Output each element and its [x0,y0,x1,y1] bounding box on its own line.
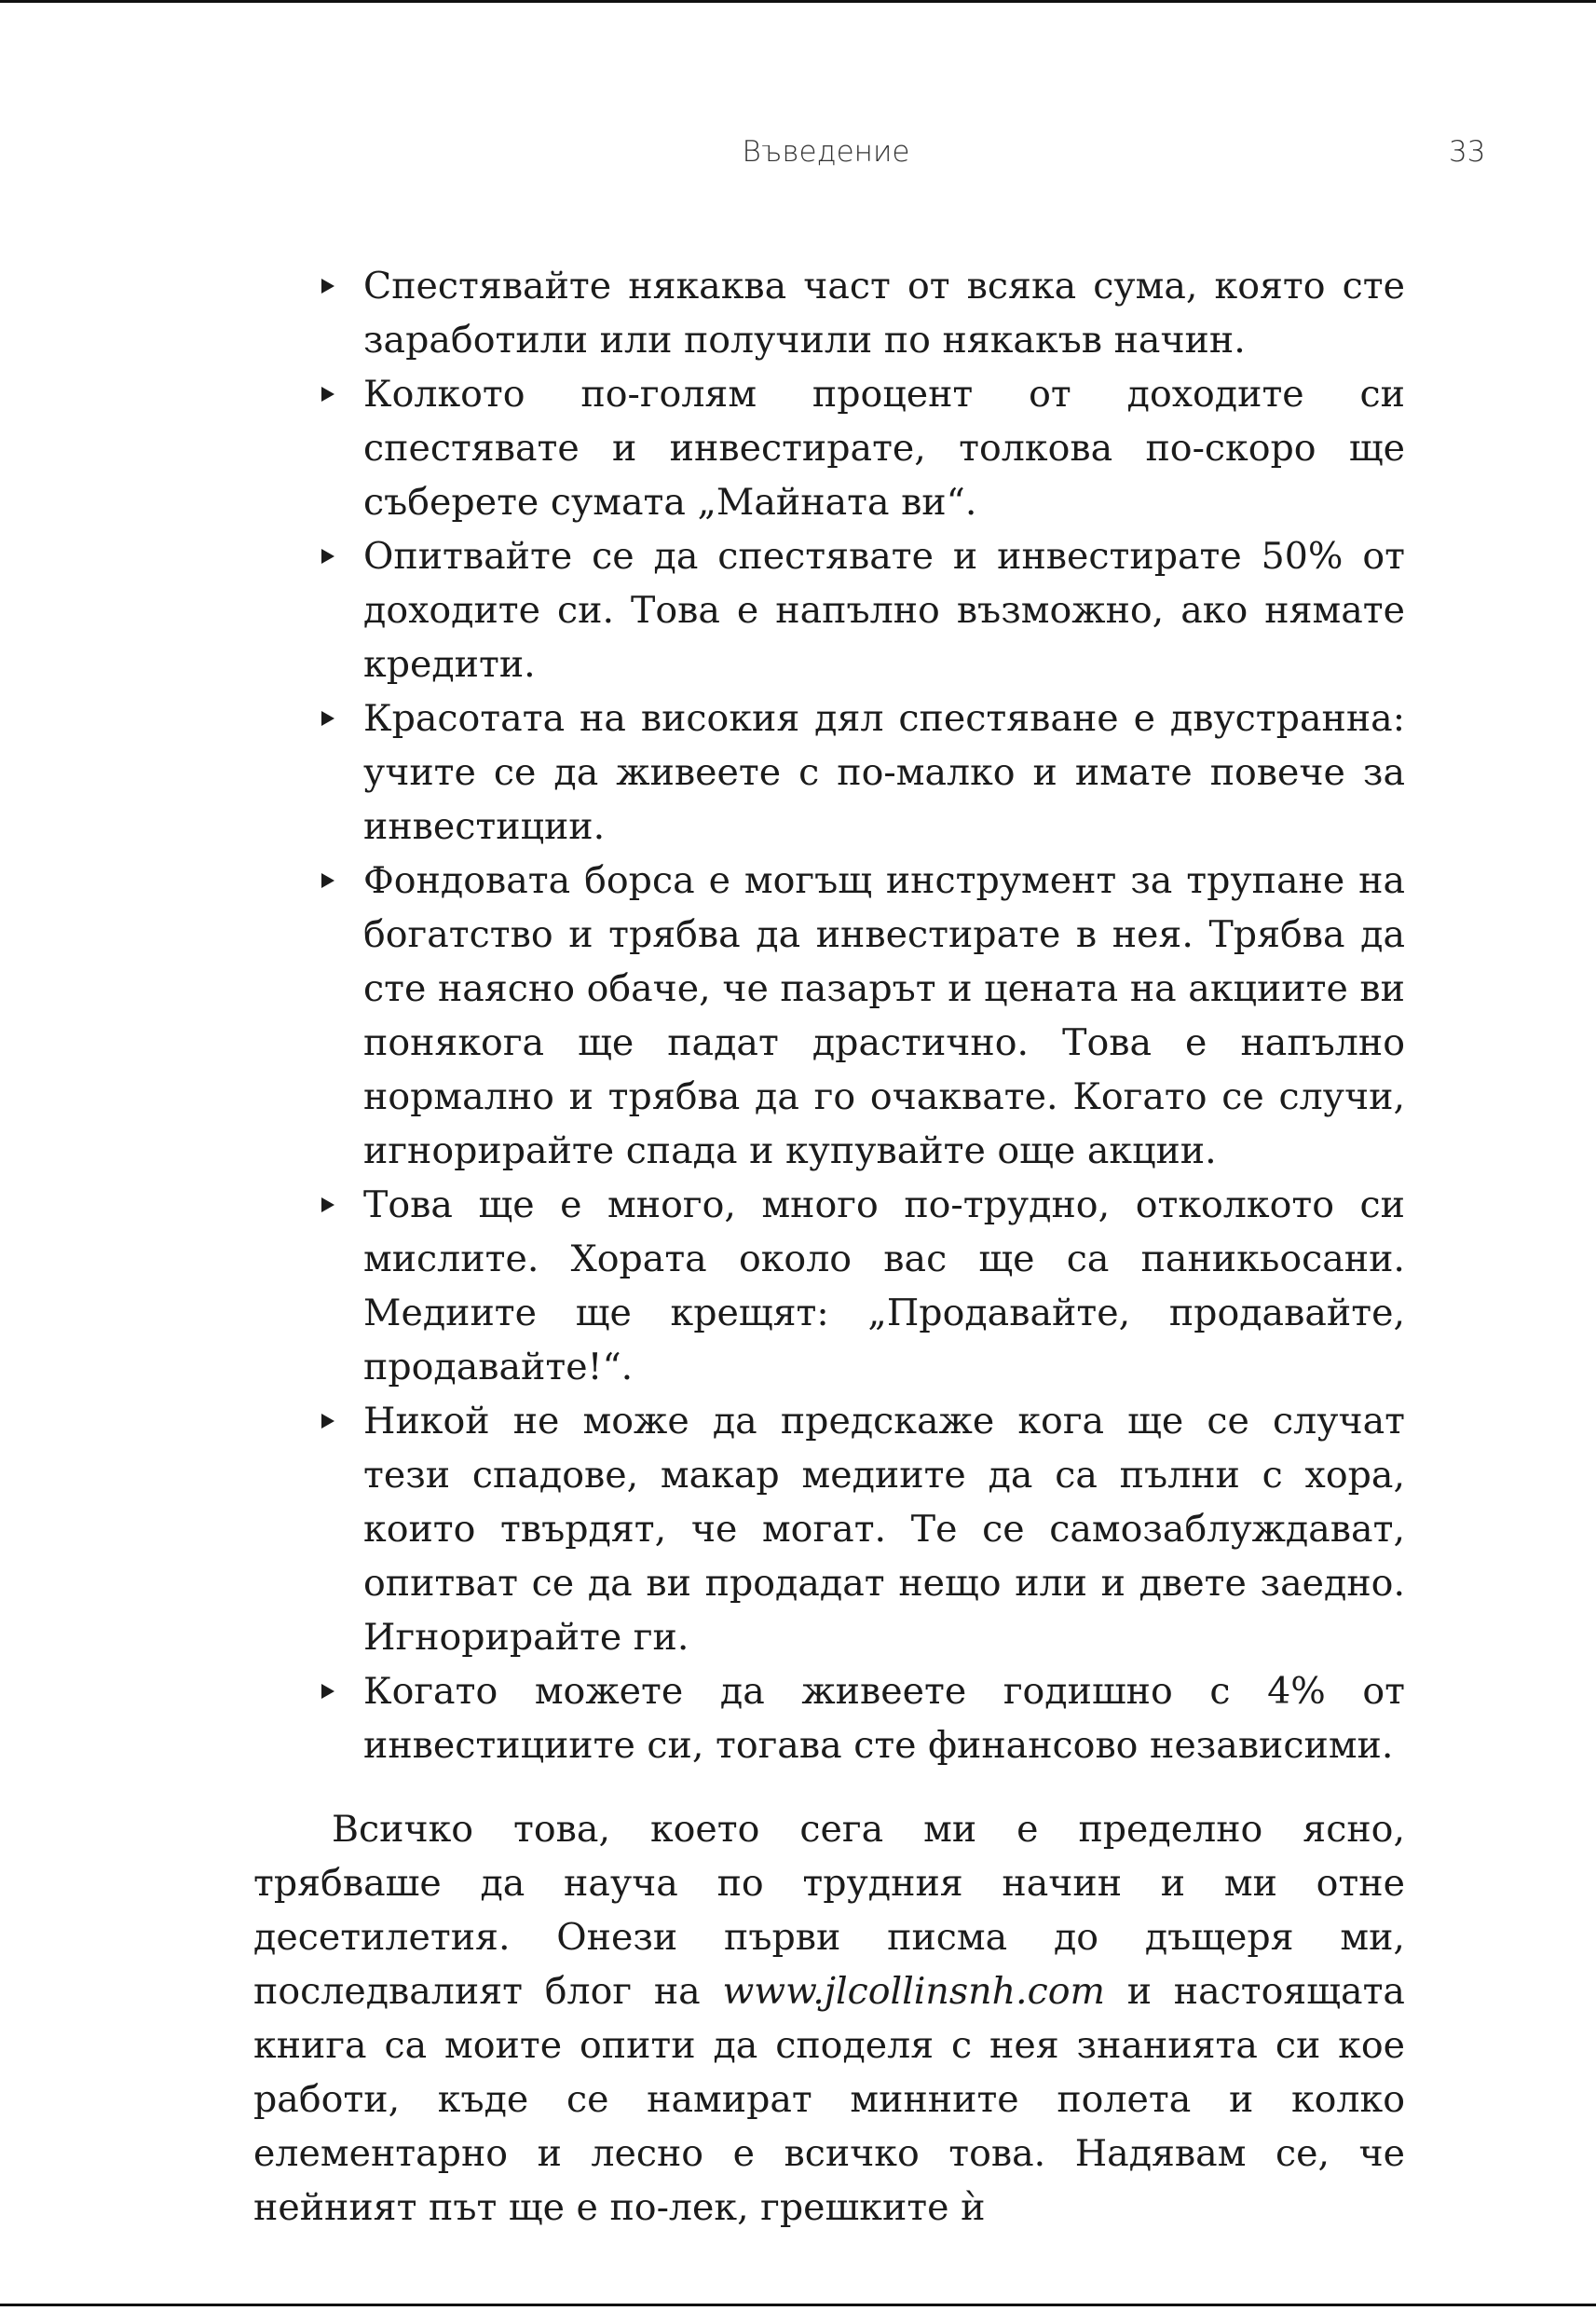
running-header [0,135,1596,176]
bullet-text: Опитвайте се да спестявате и инвестирате 50% от доходите си. Това е напълно възможно, ако нямате кредити. [363,535,1405,686]
paragraph-text-end: и настоящата книга са моите опити да споделя с нея знанията си кое работи, къде се намират минните полета и колко елементарно и лесно е всичко това. Надявам се, че нейният път ще е по-лек, грешките ѝ [253,1970,1405,2229]
body-paragraph [253,1802,1405,2235]
bullet-text: Колкото по-голям процент от доходите си спестявате и инвестирате, толкова по-скоро ще съберете сумата „Майната ви“. [363,373,1405,524]
bullet-list [253,259,1405,1772]
bullet-text: Красотата на високия дял спестяване е двустранна: учите се да живеете с по-малко и имате повече за инвестиции. [363,697,1405,848]
page-body [253,259,1405,2235]
bullet-text: Спестявайте някаква част от всяка сума, която сте заработили или получили по някакъв начин. [363,265,1405,362]
triangle-bullet-icon [321,711,334,726]
page-number: 33 [1449,135,1486,169]
triangle-bullet-icon [321,387,334,402]
page-top-border [0,0,1596,3]
bullet-item [253,367,1405,529]
website-reference: www.jlcollinsnh.com [722,1970,1105,2013]
triangle-bullet-icon [321,873,334,888]
bullet-text: Когато можете да живеете годишно с 4% от инвестициите си, тогава сте финансово независими. [363,1670,1405,1767]
bullet-item [253,1394,1405,1664]
page-bottom-border [0,2304,1596,2306]
bullet-item [253,1664,1405,1772]
bullet-text: Никой не може да предскаже кога ще се случат тези спадове, макар медиите да са пълни с хора, които твърдят, че могат. Те се самозаблуждават, опитват се да ви продадат нещо или и двете заедно. Игнорирайте ги. [363,1400,1405,1659]
running-title: Въведение [742,135,910,169]
triangle-bullet-icon [321,549,334,564]
bullet-item [253,529,1405,691]
triangle-bullet-icon [321,279,334,294]
triangle-bullet-icon [321,1197,334,1212]
bullet-text: Фондовата борса е могъщ инструмент за трупане на богатство и трябва да инвестирате в нея. Трябва да сте наясно обаче, че пазарът и цената на акциите ви понякога ще падат драстично. Това е напълно нормално и трябва да го очаквате. Когато се случи, игнорирайте спада и купувайте още акции. [363,859,1405,1172]
bullet-text: Това ще е много, много по-трудно, отколкото си мислите. Хората около вас ще са паникьосани. Медиите ще крещят: „Продавайте, продавайте, продавайте!“. [363,1183,1405,1388]
bullet-item [253,854,1405,1178]
paragraph-text-start: Всичко това, което сега ми е пределно ясно, трябваше да науча по трудния начин и ми отне десетилетия. Онези първи писма до дъщеря ми, последвалият блог на [253,1808,1405,2013]
triangle-bullet-icon [321,1684,334,1699]
bullet-item [253,1178,1405,1394]
bullet-item [253,691,1405,854]
bullet-item [253,259,1405,367]
triangle-bullet-icon [321,1414,334,1429]
